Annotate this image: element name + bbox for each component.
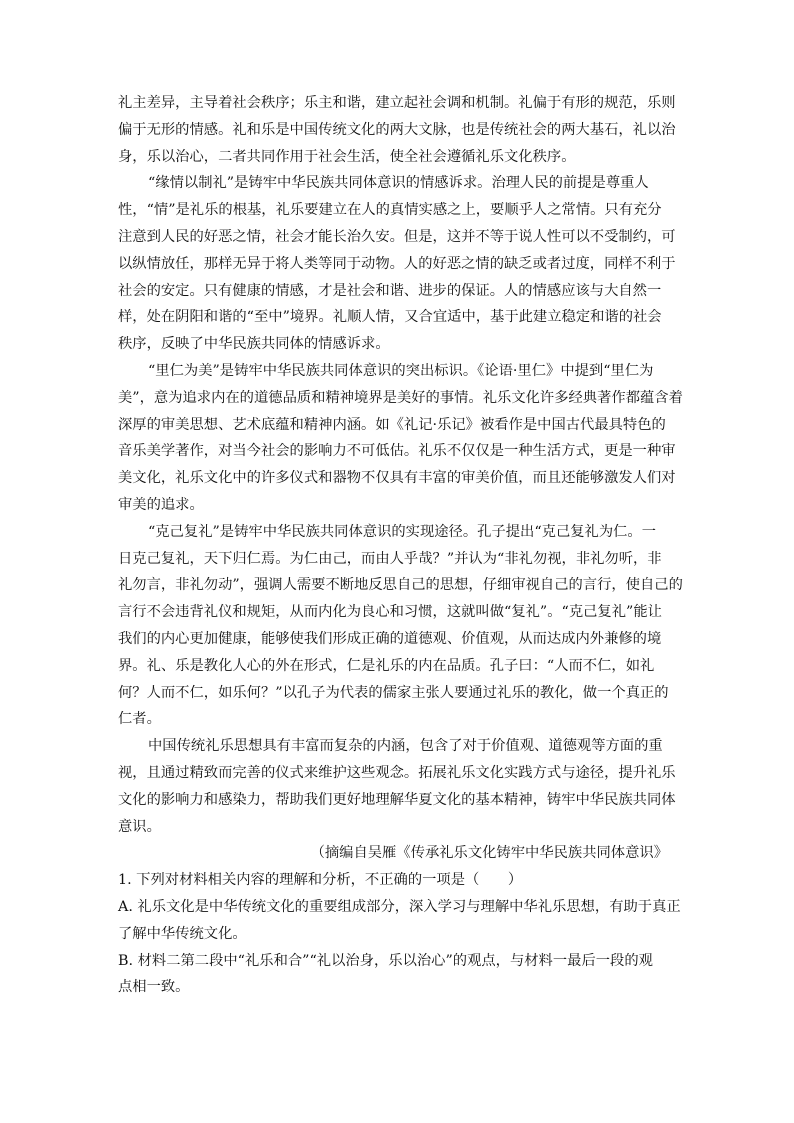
text-line: 深厚的审美思想、艺术底蕴和精神内涵。如《礼记·乐记》被看作是中国古代最具特色的 [118, 416, 666, 433]
question-stem: 1. 下列对材料相关内容的理解和分析，不正确的一项是（ ） [118, 872, 523, 889]
paragraph-5 [118, 733, 676, 840]
text-line: 审美的追求。 [118, 496, 204, 513]
paragraph-4 [118, 519, 683, 733]
text-line: 样，处在阴阳和谐的“至中”境界。礼顺人情，又合宜适中，基于此建立稳定和谐的社会 [118, 309, 662, 326]
text-line: 社会的安定。只有健康的情感，才是社会和谐、进步的保证。人的情感应该与大自然一 [118, 282, 662, 299]
text-line: 音乐美学著作，对当今社会的影响力不可低估。礼乐不仅仅是一种生活方式，更是一种审 [118, 443, 676, 460]
text-line: 偏于无形的情感。礼和乐是中国传统文化的两大文脉，也是传统社会的两大基石，礼以治 [118, 121, 676, 138]
text-line: “缘情以制礼”是铸牢中华民族共同体意识的情感诉求。治理人民的前提是尊重人 [148, 175, 649, 192]
question-block [118, 867, 681, 1001]
paragraph-1 [118, 90, 676, 170]
text-line: 礼勿言，非礼勿动”，强调人需要不断地反思自己的思想，仔细审视自己的言行，使自己的 [118, 577, 683, 594]
text-line: 性，“情”是礼乐的根基，礼乐要建立在人的真情实感之上，要顺乎人之常情。只有充分 [118, 202, 662, 219]
text-line: 文化的影响力和感染力，帮助我们更好地理解华夏文化的基本精神，铸牢中华民族共同体 [118, 791, 676, 808]
text-line: 秩序，反映了中华民族共同体的情感诉求。 [118, 336, 390, 353]
text-line: 中国传统礼乐思想具有丰富而复杂的内涵，包含了对于价值观、道德观等方面的重 [148, 738, 663, 755]
paragraph-2 [118, 170, 676, 358]
text-line: 意识。 [118, 818, 161, 835]
option-text: A. 礼乐文化是中华传统文化的重要组成部分，深入学习与理解中华礼乐思想，有助于真正 [118, 898, 681, 915]
text-line: 言行不会违背礼仪和规矩，从而内化为良心和习惯，这就叫做“复礼”。“克己复礼”能让 [118, 604, 662, 621]
text-line: 我们的内心更加健康，能够使我们形成正确的道德观、价值观，从而达成内外兼修的境 [118, 630, 662, 647]
text-line: 仁者。 [118, 711, 161, 728]
option-text: 点相一致。 [118, 979, 190, 996]
text-line: “克己复礼”是铸牢中华民族共同体意识的实现途径。孔子提出“克己复礼为仁。一 [148, 523, 657, 540]
text-line: 礼主差异，主导着社会秩序；乐主和谐，建立起社会调和机制。礼偏于有形的规范，乐则 [118, 95, 676, 111]
option-b[interactable] [118, 948, 672, 1002]
text-line: 美”，意为追求内在的道德品质和精神境界是美好的事情。礼乐文化许多经典著作都蕴含着 [118, 389, 683, 406]
article-body [118, 90, 683, 867]
text-line: 美文化，礼乐文化中的许多仪式和器物不仅具有丰富的审美价值，而且还能够激发人们对 [118, 470, 676, 487]
text-line: 界。礼、乐是教化人心的外在形式，仁是礼乐的内在品质。孔子曰：“人而不仁，如礼 [118, 657, 655, 674]
text-line: 注意到人民的好恶之情，社会才能长治久安。但是，这并不等于说人性可以不受制约，可 [118, 228, 676, 245]
option-text: 了解中华传统文化。 [118, 925, 247, 942]
text-line: 身，乐以治心，二者共同作用于社会生活，使全社会遵循礼乐文化秩序。 [118, 148, 576, 165]
text-line: 何？人而不仁，如乐何？”以孔子为代表的儒家主张人要通过礼乐的教化，做一个真正的 [118, 684, 669, 701]
text-line: 日克己复礼，天下归仁焉。为仁由己，而由人乎哉？”并认为“非礼勿视，非礼勿听，非 [118, 550, 662, 567]
text-line: 视，且通过精致而完善的仪式来维护这些观念。拓展礼乐文化实践方式与途径，提升礼乐 [118, 764, 676, 781]
option-text: B. 材料二第二段中“礼乐和合”“礼以治身，乐以治心”的观点，与材料一最后一段的观 [118, 952, 653, 969]
paragraph-3 [118, 358, 683, 519]
source-citation: （摘编自吴雁《传承礼乐文化铸牢中华民族共同体意识》 [310, 845, 668, 862]
document-page [118, 90, 683, 1001]
option-a[interactable] [118, 894, 681, 948]
text-line: 以纵情放任，那样无异于将人类等同于动物。人的好恶之情的缺乏或者过度，同样不利于 [118, 255, 676, 272]
text-line: “里仁为美”是铸牢中华民族共同体意识的突出标识。《论语·里仁》中提到“里仁为 [148, 362, 654, 379]
